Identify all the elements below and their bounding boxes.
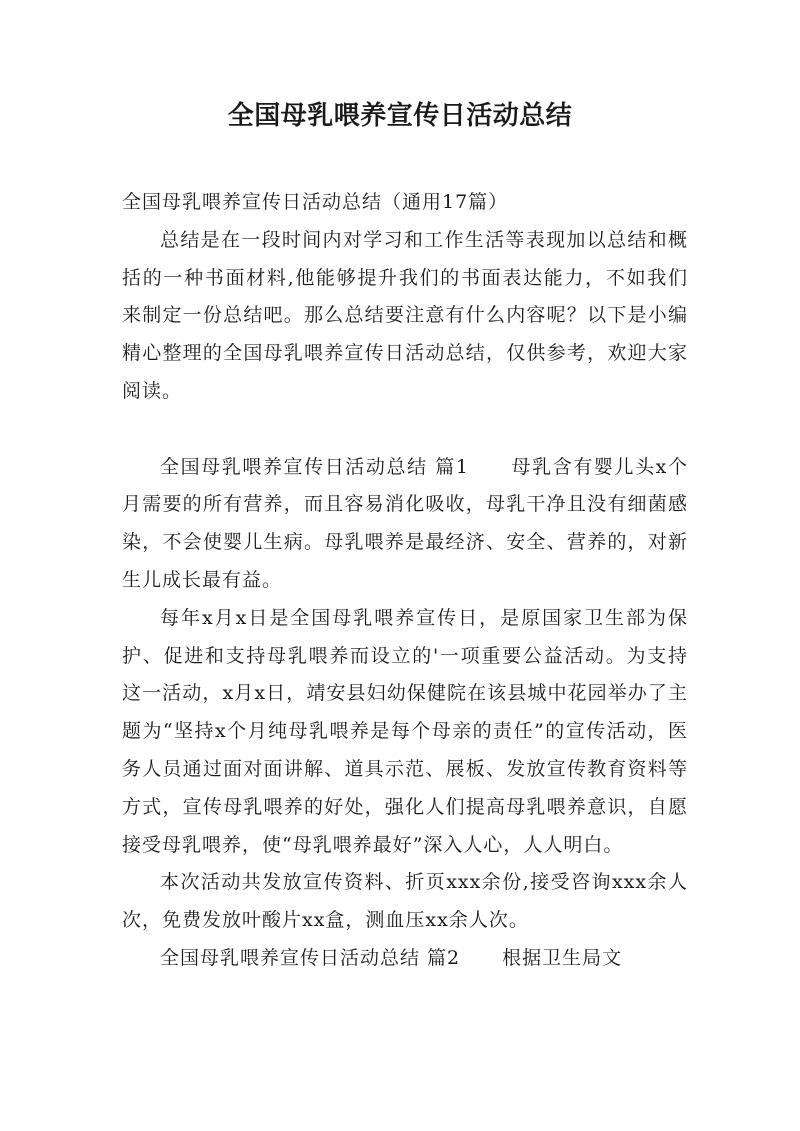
document-title: 全国母乳喂养宣传日活动总结 bbox=[227, 101, 573, 131]
intro-paragraph: 总结是在一段时间内对学习和工作生活等表现加以总结和概括的一种书面材料,他能够提升我们的书面表达能力，不如我们来制定一份总结吧。那么总结要注意有什么内容呢？以下是小编精心整理的全国母乳喂养宣传日活动总结，仅供参考，欢迎大家阅读。 bbox=[122, 228, 688, 402]
paragraph-spacer bbox=[122, 411, 688, 449]
section-1-paragraph-3: 本次活动共发放宣传资料、折页xxx余份,接受咨询xxx余人次，免费发放叶酸片xx盒，测血压xx余人次。 bbox=[122, 871, 688, 932]
document-subtitle: 全国母乳喂养宣传日活动总结（通用17篇） bbox=[122, 191, 509, 213]
section-2-heading: 全国母乳喂养宣传日活动总结 篇2 bbox=[160, 946, 461, 969]
section-1-paragraph-1 bbox=[122, 449, 688, 600]
section-1-heading: 全国母乳喂养宣传日活动总结 篇1 bbox=[160, 455, 469, 478]
document-body bbox=[122, 184, 688, 978]
section-1-lead-text: 母乳含有婴儿头x个月需要的所有营养，而且容易消化吸收，母乳干净且没有细菌感染，不会使婴儿生病。母乳喂养是最经济、安全、营养的，对新生儿成长最有益。 bbox=[122, 455, 688, 591]
section-1-paragraph-2: 每年x月x日是全国母乳喂养宣传日，是原国家卫生部为保护、促进和支持母乳喂养而设立的'一项重要公益活动。为支持这一活动，x月x日，靖安县妇幼保健院在该县城中花园举办了主题为“坚持x个月纯母乳喂养是每个母亲的责任”的宣传活动，医务人员通过面对面讲解、道具示范、展板、发放宣传教育资料等方式，宣传母乳喂养的好处，强化人们提高母乳喂养意识，自愿接受母乳喂养，使“母乳喂养最好”深入人心，人人明白。 bbox=[122, 606, 688, 856]
section-2-lead-text: 根据卫生局文 bbox=[502, 946, 623, 969]
section-2-paragraph-1 bbox=[122, 940, 688, 978]
